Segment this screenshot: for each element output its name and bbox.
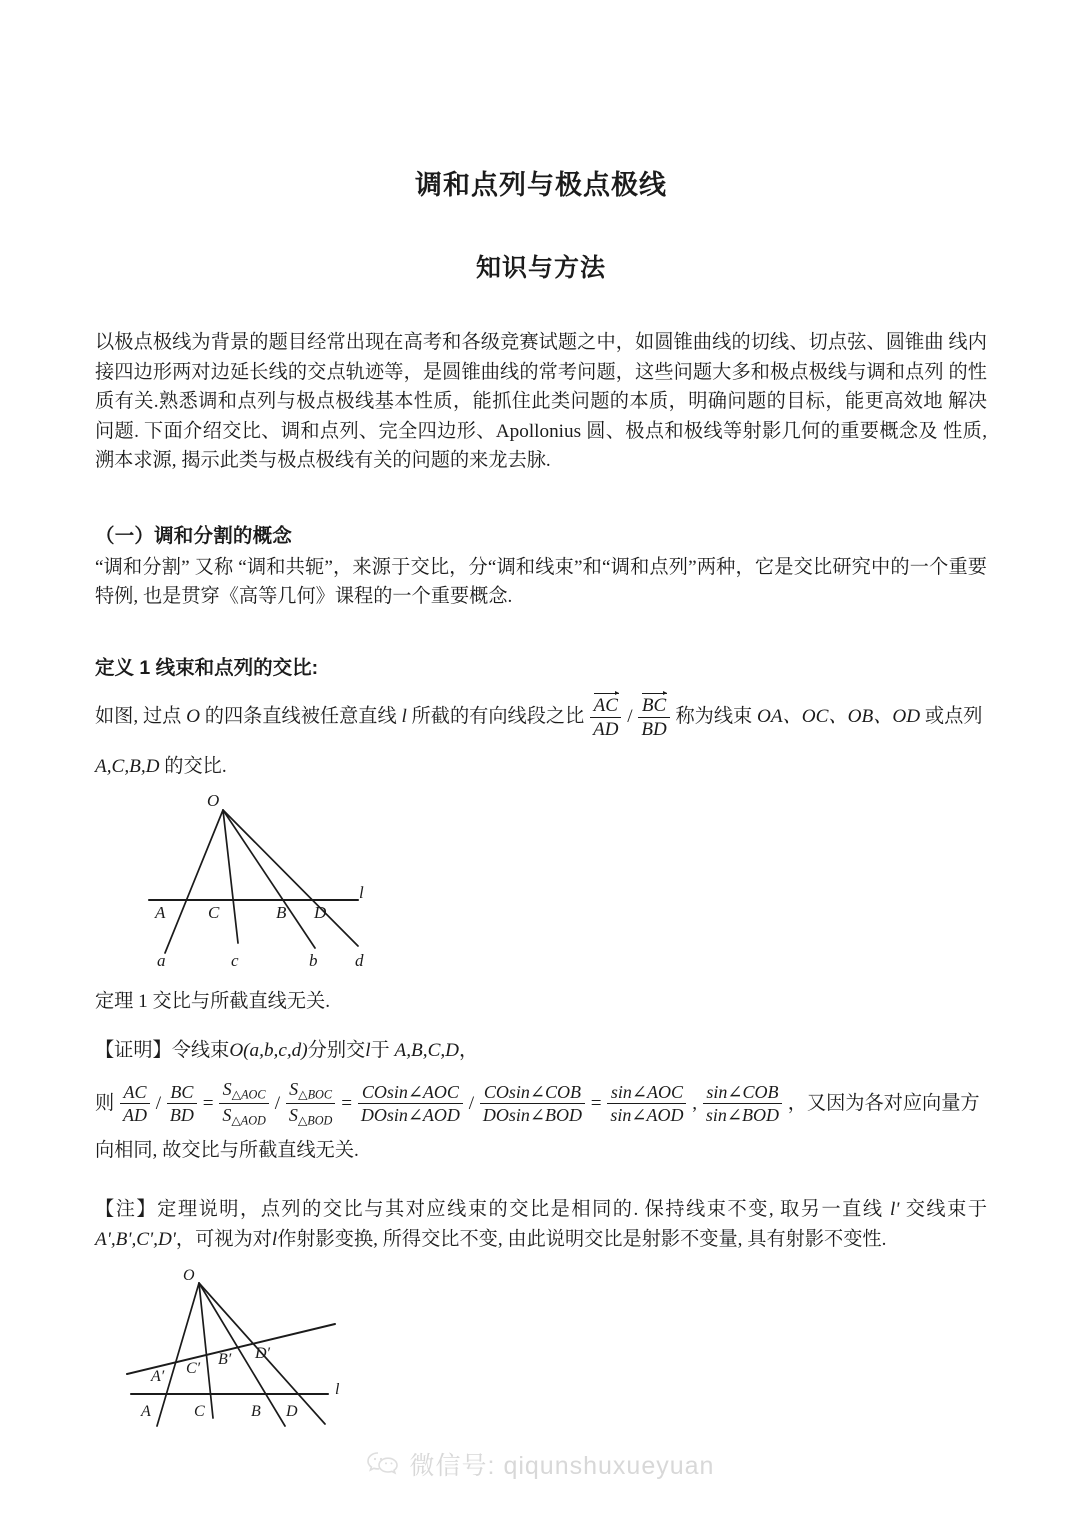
proof-label: 【证明】 bbox=[95, 1040, 172, 1062]
deriv-eq-2: = bbox=[341, 1093, 353, 1115]
section-body-1: “调和分割” 又称 “调和共轭”，来源于交比，分“调和线束”和“调和点列”两种，它是交比研究中的一个重要特例, 也是贯穿《高等几何》课程的一个重要概念. bbox=[95, 556, 987, 607]
proof-at: 于 bbox=[370, 1040, 390, 1062]
vector-bc: BC bbox=[641, 694, 667, 716]
footer-watermark bbox=[0, 1446, 1080, 1482]
footer-text: 微信号: qiqunshuxueyuan bbox=[409, 1452, 715, 1480]
proof-abcd: (a,b,c,d) bbox=[243, 1040, 308, 1062]
fraction-separator: / bbox=[627, 705, 633, 727]
definition-line-1 bbox=[95, 680, 987, 742]
deriv-frac-7 bbox=[607, 1082, 686, 1125]
denom-bd: BD bbox=[641, 718, 667, 740]
deriv-eq-3: = bbox=[590, 1093, 602, 1115]
note-text-2: 交线束于 bbox=[905, 1199, 988, 1221]
def-tail: 称为线束 bbox=[675, 705, 753, 727]
proof-comma: ， bbox=[459, 1040, 479, 1062]
proof-l: l bbox=[365, 1040, 371, 1062]
proof-mid: 分别交 bbox=[307, 1040, 366, 1062]
def-line-l: l bbox=[401, 705, 407, 727]
label-a: a bbox=[157, 951, 166, 971]
label-c: c bbox=[231, 951, 239, 971]
page-title: 调和点列与极点极线 bbox=[415, 170, 667, 200]
deriv-lead: 则 bbox=[95, 1093, 115, 1115]
deriv-f3d-sub: △AOD bbox=[231, 1113, 266, 1128]
definition-heading: 定义 1 线束和点列的交比: bbox=[95, 656, 319, 679]
theorem-label: 定理 1 交比与所截直线无关. bbox=[95, 991, 331, 1013]
note-text-1: 定理说明，点列的交比与其对应线束的交比是相同的. 保持线束不变, 取另一直线 bbox=[157, 1199, 884, 1221]
label-l: l bbox=[359, 883, 364, 903]
deriv-frac-2 bbox=[167, 1082, 197, 1125]
def-line2-tail: 的交比. bbox=[164, 756, 227, 778]
deriv-frac-1 bbox=[120, 1082, 150, 1125]
deriv-f3n-wrap bbox=[219, 1079, 269, 1104]
deriv-f4n-wrap bbox=[286, 1079, 336, 1104]
deriv-f5n: COsin∠AOC bbox=[358, 1082, 463, 1104]
deriv-f3n-sub: △AOC bbox=[231, 1087, 266, 1102]
deriv-f1d: AD bbox=[122, 1105, 147, 1126]
label-B-prime: B′ bbox=[218, 1351, 232, 1369]
deriv-f4d-sub: △BOD bbox=[297, 1113, 333, 1128]
deriv-frac-4 bbox=[286, 1079, 336, 1128]
deriv-f6n: COsin∠COB bbox=[480, 1082, 585, 1104]
note-points-prime: A',B',C',D' bbox=[95, 1228, 176, 1250]
label-d: d bbox=[355, 951, 364, 971]
deriv-f8n: sin∠COB bbox=[703, 1082, 782, 1104]
label-D2: D bbox=[286, 1403, 298, 1421]
note-text-4: 作射影变换, 所得交比不变, 由此说明交比是射影不变量, 具有射影不变性. bbox=[277, 1228, 887, 1250]
proof-O: O bbox=[229, 1040, 244, 1062]
deriv-f4d-wrap bbox=[286, 1104, 336, 1128]
label-C-prime: C′ bbox=[186, 1360, 201, 1378]
def-after: 所截的有向线段之比 bbox=[411, 705, 585, 727]
note-l-prime: l' bbox=[889, 1199, 900, 1221]
def-points: A,C,B,D bbox=[95, 756, 160, 778]
note-label: 【注】 bbox=[95, 1199, 158, 1221]
ray-a bbox=[165, 810, 223, 953]
label-b: b bbox=[309, 951, 318, 971]
proof-prefix: 令线束 bbox=[171, 1040, 230, 1062]
label-D-prime: D′ bbox=[255, 1345, 271, 1363]
label-D: D bbox=[314, 903, 327, 923]
section-heading-1: （一）调和分割的概念 bbox=[95, 524, 293, 547]
label-C: C bbox=[208, 903, 220, 923]
deriv-f4n: S bbox=[289, 1079, 299, 1100]
label-B2: B bbox=[251, 1403, 261, 1421]
note-l: l bbox=[271, 1228, 278, 1250]
deriv-frac-3 bbox=[219, 1079, 269, 1128]
page-subtitle: 知识与方法 bbox=[475, 255, 606, 282]
deriv-f3d: S bbox=[222, 1105, 232, 1126]
figure-2-svg bbox=[113, 1266, 433, 1431]
deriv-f6d: DOsin∠BOD bbox=[482, 1105, 582, 1126]
theorem-proof-line bbox=[95, 1013, 987, 1062]
note-text-3: ，可视为对 bbox=[175, 1228, 272, 1250]
deriv-slash-2: / bbox=[274, 1093, 281, 1115]
deriv-f8d: sin∠BOD bbox=[705, 1105, 779, 1126]
denom-ad: AD bbox=[593, 718, 619, 740]
label-A: A bbox=[155, 903, 166, 923]
deriv-f3d-wrap bbox=[219, 1104, 269, 1128]
deriv-f2n: BC bbox=[167, 1082, 197, 1104]
cross-ratio-fraction-2 bbox=[638, 693, 669, 741]
deriv-f7n: sin∠AOC bbox=[607, 1082, 686, 1104]
label-l2: l bbox=[335, 1381, 340, 1399]
deriv-f7d: sin∠AOD bbox=[610, 1105, 684, 1126]
deriv-tail: ，又因为各对应向量方向相同, 故交比与所截直线无关. bbox=[95, 1093, 980, 1162]
label-O2: O bbox=[183, 1267, 195, 1285]
label-A-prime: A′ bbox=[151, 1368, 165, 1386]
def-or: 或点列 bbox=[924, 705, 983, 727]
deriv-f4d: S bbox=[288, 1105, 298, 1126]
deriv-f4n-sub: △BOC bbox=[298, 1087, 333, 1102]
label-A2: A bbox=[141, 1403, 151, 1421]
deriv-frac-5 bbox=[358, 1082, 463, 1125]
vector-ac: AC bbox=[593, 694, 618, 716]
figure-2 bbox=[113, 1266, 987, 1436]
cross-ratio-fraction-1 bbox=[590, 693, 621, 741]
wechat-icon bbox=[366, 1450, 400, 1478]
figure-1 bbox=[133, 788, 987, 978]
definition-line-2 bbox=[95, 741, 987, 778]
proof-points: A,B,C,D bbox=[394, 1040, 460, 1062]
note-paragraph bbox=[95, 1173, 987, 1254]
def-mid: 的四条直线被任意直线 bbox=[204, 705, 397, 727]
def-prefix: 如图, 过点 bbox=[95, 705, 182, 727]
ray-d bbox=[223, 810, 358, 946]
intro-paragraph: 以极点极线为背景的题目经常出现在高考和各级竞赛试题之中，如圆锥曲线的切线、切点弦、圆锥曲 线内接四边形两对边延长线的交点轨迹等，是圆锥曲线的常考问题，这些问题大多和极点极线与调和点列 的性质有关.熟悉调和点列与极点极线基本性质，能抓住此类问题的本质，明确问题的目标，能更高效地 解决问题. 下面介绍交比、调和点列、完全四边形、Apollonius 圆、极点和极线等射影几何的重要概念及 性质, 溯本求源, 揭示此类与极点极线有关的问题的来龙去脉. bbox=[95, 332, 987, 471]
ray-a2 bbox=[157, 1283, 199, 1426]
deriv-f2d: BD bbox=[169, 1105, 194, 1126]
label-C2: C bbox=[194, 1403, 205, 1421]
deriv-comma-1: , bbox=[692, 1093, 698, 1115]
deriv-slash-1: / bbox=[155, 1093, 162, 1115]
label-B: B bbox=[276, 903, 287, 923]
def-rays: OA、OC、OB、OD bbox=[757, 705, 921, 727]
figure-1-svg bbox=[133, 788, 413, 973]
label-O: O bbox=[207, 791, 220, 811]
deriv-f3n: S bbox=[222, 1079, 232, 1100]
deriv-eq-1: = bbox=[202, 1093, 214, 1115]
deriv-frac-8 bbox=[703, 1082, 782, 1125]
deriv-f5d: DOsin∠AOD bbox=[360, 1105, 460, 1126]
def-point-o: O bbox=[186, 705, 200, 727]
deriv-f1n: AC bbox=[120, 1082, 150, 1104]
document-content bbox=[95, 0, 987, 1436]
deriv-slash-3: / bbox=[468, 1093, 475, 1115]
derivation-line bbox=[95, 1062, 987, 1173]
deriv-frac-6 bbox=[480, 1082, 585, 1125]
